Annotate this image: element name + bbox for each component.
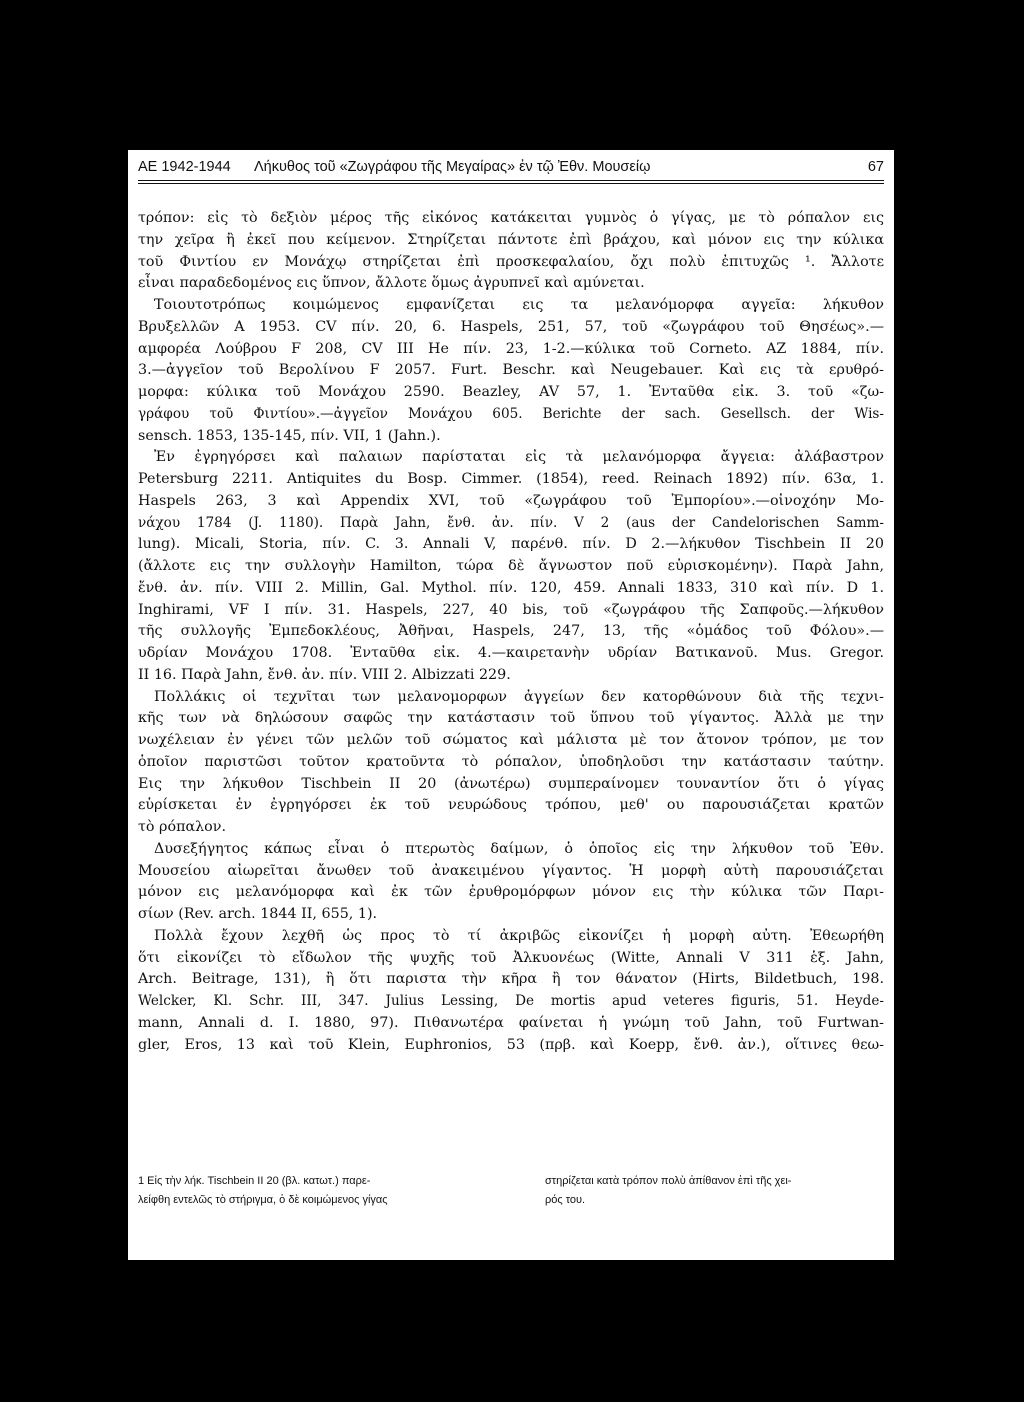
- footnote-line: ρός του.: [545, 1194, 586, 1206]
- header-rule-top: [138, 180, 884, 181]
- text-line: υδρίαν Μονάχου 1708. Ἐνταῦθα εἰκ. 4.—καιρετανὴν υδρίαν Βατικανοῦ. Mus. Gregor.: [138, 645, 884, 661]
- text-line: Εις την λήκυθον Tischbein II 20 (ἀνωτέρω) συμπεραίνομεν τουναντίον ὅτι ὁ γίγας: [138, 775, 884, 792]
- text-line: νωχέλειαν ἐν γένει τῶν μελῶν τοῦ σώματος καὶ μάλιστα μὲ τον ἄτονον τρόπον, με τον: [138, 732, 884, 748]
- journal-reference: ΑΕ 1942-1944: [138, 159, 231, 175]
- text-line: (ἄλλοτε εις την συλλογὴν Hamilton, τώρα δὲ ἄγνωστον ποῦ εὑρισκομένην). Παρὰ Jahn,: [138, 558, 884, 574]
- running-title: Λήκυθος τοῦ «Ζωγράφου τῆς Μεγαίρας» ἐν τῷ Ἐθν. Μουσείῳ: [254, 159, 651, 175]
- text-line: gler, Eros, 13 καὶ τοῦ Klein, Euphronios, 53 (πρβ. καὶ Koepp, ἔνθ. ἀν.), οἵτινες θεω-: [138, 1036, 884, 1053]
- text-line: κῆς των νὰ δηλώσουν σαφῶς την κατάστασιν τοῦ ὕπνου τοῦ γίγαντος. Ἀλλὰ με την: [138, 710, 884, 727]
- page-number: 67: [867, 159, 884, 175]
- text-line: Δυσεξήγητος κάπως εἶναι ὁ πτερωτὸς δαίμων, ὁ ὁποῖος εἰς την λήκυθον τοῦ Ἐθν.: [154, 840, 884, 857]
- text-line: Petersburg 2211. Antiquites du Bosp. Cimmer. (1854), reed. Reinach 1892) πίν. 63α, 1.: [138, 471, 884, 487]
- text-line: ὅτι εἰκονίζει τὸ εἴδωλον τῆς ψυχῆς τοῦ Ἀλκυονέως (Witte, Annali V 311 ἑξ. Jahn,: [138, 949, 884, 966]
- footnote-column-left: [138, 1172, 388, 1210]
- body-text: [138, 208, 884, 1056]
- text-line: Βρυξελλῶν Α 1953. CV πίν. 20, 6. Haspels, 251, 57, τοῦ «ζωγράφου τοῦ Θησέως».—: [138, 318, 884, 335]
- footnote-line: λείφθη εντελῶς τὸ στήριγμα, ὁ δὲ κοιμώμενος γίγας: [138, 1194, 388, 1206]
- header-rule-bottom: [138, 183, 884, 184]
- text-line: Τοιουτοτρόπως κοιμώμενος εμφανίζεται εις τα μελανόμορφα αγγεῖα: λήκυθον: [154, 297, 884, 313]
- text-line: mann, Annali d. I. 1880, 97). Πιθανωτέρα φαίνεται ἡ γνώμη τοῦ Jahn, τοῦ Furtwan-: [138, 1014, 884, 1031]
- text-line: Haspels 263, 3 καὶ Appendix XVI, τοῦ «ζωγράφου τοῦ Ἐμπορίου».—οἰνοχόην Μο-: [138, 492, 884, 509]
- text-line: Μουσείου αἰωρεῖται ἄνωθεν τοῦ ἀνακειμένου γίγαντος. Ἡ μορφὴ αὐτὴ παρουσιάζεται: [138, 862, 884, 879]
- footnote-column-right: [545, 1172, 791, 1210]
- text-line: Πολλάκις οἱ τεχνῖται των μελανομορφων ἀγγείων δεν κατορθώνουν διὰ τῆς τεχνι-: [154, 688, 884, 705]
- text-line: Arch. Beitrage, 131), ἢ ὅτι παριστα τὴν κῆρα ἢ τον θάνατον (Hirts, Bildetbuch, 198.: [138, 971, 884, 988]
- text-line: 3.—ἀγγεῖον τοῦ Βερολίνου F 2057. Furt. Beschr. καὶ Neugebauer. Καὶ εις τὰ ερυθρό-: [138, 362, 884, 379]
- text-line: γράφου τοῦ Φιντίου».—ἀγγεῖον Μονάχου 605. Berichte der sach. Gesellsch. der Wis-: [138, 405, 884, 422]
- text-line: τὸ ρόπαλον.: [138, 819, 227, 835]
- text-line: αμφορέα Λούβρου F 208, CV III He πίν. 23, 1-2.—κύλικα τοῦ Corneto. AZ 1884, πίν.: [138, 340, 884, 357]
- text-line: Ἐν ἐγρηγόρσει καὶ παλαιων παρίσταται εἰς τὰ μελανόμορφα ἄγγεια: ἀλάβαστρον: [154, 449, 884, 466]
- footnote-line: 1 Εἰς τὴν λήκ. Tischbein II 20 (βλ. κατωτ.) παρε-: [138, 1175, 371, 1187]
- text-line: lung). Micali, Storia, πίν. C. 3. Annali V, παρένθ. πίν. D 2.—λήκυθον Tischbein II 20: [138, 536, 884, 553]
- text-line: τρόπον: εἰς τὸ δεξιὸν μέρος τῆς εἰκόνος κατάκειται γυμνὸς ὁ γίγας, με τὸ ρόπαλον εις: [138, 210, 884, 226]
- text-line: νάχου 1784 (J. 1180). Παρὰ Jahn, ἔνθ. ἀν. πίν. V 2 (aus der Candelorischen Samm-: [138, 514, 884, 531]
- text-line: την χεῖρα ἢ ἐκεῖ που κείμενον. Στηρίζεται πάντοτε ἐπὶ βράχου, καὶ μόνον εις την κύλικα: [138, 231, 884, 248]
- text-line: μορφα: κύλικα τοῦ Μονάχου 2590. Beazley, AV 57, 1. Ἐνταῦθα εἰκ. 3. τοῦ «ζω-: [138, 384, 884, 400]
- text-line: Πολλὰ ἔχουν λεχθῆ ὡς προς τὸ τί ἀκριβῶς εἰκονίζει ἡ μορφὴ αὐτη. Ἐθεωρήθη: [154, 927, 884, 944]
- text-line: Welcker, Kl. Schr. III, 347. Julius Lessing, De mortis apud veteres figuris, 51. Heyde-: [138, 993, 884, 1009]
- text-line: εἶναι παραδεδομένος εις ὕπνον, ἄλλοτε ὅμως ἀγρυπνεῖ καὶ αμύνεται.: [138, 275, 645, 292]
- text-line: ἔνθ. ἀν. πίν. VIII 2. Millin, Gal. Mythol. πίν. 120, 459. Annali 1833, 310 καὶ πίν. D 1.: [138, 579, 884, 596]
- text-line: εὑρίσκεται ἐν ἐγρηγόρσει ἐκ τοῦ νευρώδους τρόπου, μεθ' ου παρουσιάζεται κρατῶν: [138, 797, 884, 814]
- text-line: Inghirami, VF I πίν. 31. Haspels, 227, 40 bis, τοῦ «ζωγράφου τῆς Σαπφοῦς.—λήκυθον: [138, 601, 884, 618]
- text-line: τῆς συλλογῆς Ἐμπεδοκλέους, Ἀθῆναι, Haspels, 247, 13, τῆς «ὁμάδος τοῦ Φόλου».—: [138, 623, 884, 640]
- footnote-line: στηρίζεται κατὰ τρόπον πολὺ ἀπίθανον ἐπὶ τῆς χει-: [545, 1175, 792, 1187]
- text-line: σίων (Rev. arch. 1844 II, 655, 1).: [138, 906, 378, 922]
- text-line: II 16. Παρὰ Jahn, ἔνθ. ἀν. πίν. VIII 2. Albizzati 229.: [138, 666, 511, 683]
- text-line: sensch. 1853, 135-145, πίν. VII, 1 (Jahn.).: [138, 427, 441, 444]
- text-line: τοῦ Φιντίου εν Μονάχῳ στηρίζεται ἐπὶ προσκεφαλαίου, ὄχι πολὺ ἐπιτυχῶς ¹. Ἄλλοτε: [138, 253, 884, 270]
- journal-page: [128, 150, 894, 1260]
- text-line: μόνον εις μελανόμορφα καὶ ἐκ τῶν ἐρυθρομόρφων μόνον εις τὴν κύλικα τῶν Παρι-: [138, 884, 884, 901]
- text-line: ὁποῖον παριστῶσι τοῦτον κρατοῦντα τὸ ρόπαλον, ὑποδηλοῦσι την κατάστασιν ταύτην.: [138, 753, 884, 770]
